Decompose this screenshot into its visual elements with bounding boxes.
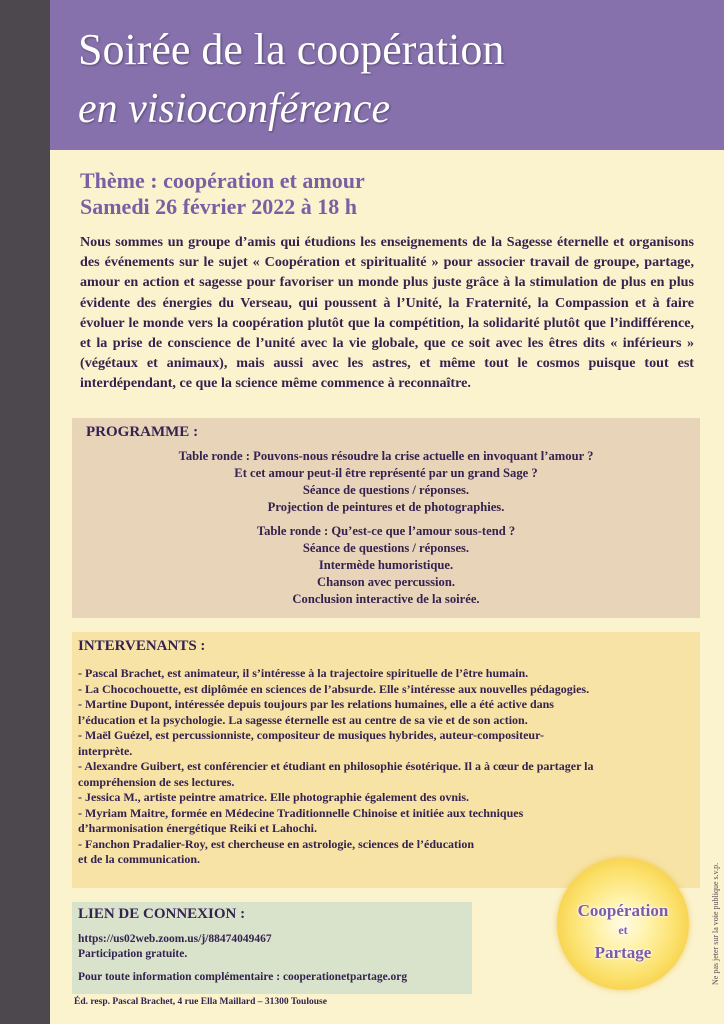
header-banner: [50, 0, 724, 150]
intro-paragraph: Nous sommes un groupe d’amis qui étudions les enseignements de la Sagesse éternelle et organisons des événements sur le sujet « Coopération et spiritualité » pour associer travail de groupe, partage, amour en action et sagesse pour favoriser un monde plus juste grâce à la stimulation de plus en plus évidente des énergies du Verseau, qui poussent à l’Unité, la Fraternité, la Compassion et à faire évoluer le monde vers la coopération plutôt que la compétition, la solidarité plutôt que l’indifférence, et la prise de conscience de l’unité avec la vie globale, que ce soit avec les êtres dits « inférieurs » (végétaux et animaux), mais aussi avec les astres, et même tout le cosmos puisque tout est interdépendant, ce que la science même commence à reconnaître.: [80, 234, 694, 392]
intervenant-line: interprète.: [78, 743, 133, 758]
intervenant-line: compréhension de ses lectures.: [78, 774, 235, 789]
page-title: Soirée de la coopération: [78, 25, 505, 74]
programme-box: [72, 418, 700, 618]
programme-title: PROGRAMME :: [86, 424, 199, 440]
intervenant-line: - Maël Guézel, est percussionniste, compositeur de musiques hybrides, auteur-compositeur-: [78, 728, 544, 742]
intervenant-line: - Fanchon Pradalier-Roy, est chercheuse en astrologie, sciences de l’éducation: [78, 836, 475, 851]
intervenant-line: - Martine Dupont, intéressée depuis toujours par les relations humaines, elle a été active dans: [78, 697, 554, 711]
zoom-link[interactable]: https://us02web.zoom.us/j/88474049467: [78, 933, 272, 945]
vertical-note: Ne pas jeter sur la voie publique s.v.p.: [711, 862, 720, 985]
theme-block: [80, 168, 365, 220]
programme-item: Séance de questions / réponses.: [302, 483, 470, 497]
intervenant-line: - Jessica M., artiste peintre amatrice. Elle photographie également des ovnis.: [78, 790, 470, 804]
intervenant-line: et de la communication.: [78, 852, 200, 866]
intervenant-line: - La Chocochouette, est diplômée en sciences de l’absurde. Elle s’intéresse aux nouvelles pédagogies.: [78, 681, 590, 696]
theme-line: Thème : coopération et amour: [80, 168, 365, 193]
programme-item: Séance de questions / réponses.: [302, 541, 470, 555]
intervenant-line: l’éducation et la psychologie. La sagesse éternelle est au centre de sa vie et de son action.: [78, 712, 528, 727]
page-subtitle: en visioconférence: [78, 86, 391, 132]
programme-item: Table ronde : Pouvons-nous résoudre la crise actuelle en invoquant l’amour ?: [178, 449, 594, 463]
programme-item: Et cet amour peut-il être représenté par un grand Sage ?: [234, 466, 538, 480]
programme-list: [72, 448, 700, 608]
intervenant-line: d’harmonisation énergétique Reiki et Lahochi.: [78, 821, 317, 835]
programme-item: Projection de peintures et de photographies.: [267, 500, 505, 514]
intervenants-box: [72, 632, 700, 888]
logo-text-line: Coopération: [577, 901, 669, 920]
programme-item: Conclusion interactive de la soirée.: [292, 592, 480, 606]
intervenants-list: [78, 666, 696, 868]
logo-text-line: et: [618, 923, 628, 937]
side-bar: [0, 0, 50, 1024]
free-participation: Participation gratuite.: [78, 948, 188, 960]
intervenant-line: - Alexandre Guibert, est conférencier et étudiant en philosophie ésotérique. Il a à cœur de partager la: [78, 759, 594, 773]
programme-item: Table ronde : Qu’est-ce que l’amour sous-tend ?: [256, 524, 516, 538]
connection-title: LIEN DE CONNEXION :: [78, 906, 246, 922]
date-line: Samedi 26 février 2022 à 18 h: [80, 194, 358, 219]
editor-line: Éd. resp. Pascal Brachet, 4 rue Ella Maillard – 31300 Toulouse: [74, 997, 327, 1007]
programme-item: Intermède humoristique.: [318, 558, 454, 572]
cooperation-partage-logo: [557, 858, 689, 990]
intervenants-title: INTERVENANTS :: [78, 638, 206, 654]
intervenant-line: - Pascal Brachet, est animateur, il s’intéresse à la trajectoire spirituelle de l’être humain.: [78, 666, 529, 680]
info-line: Pour toute information complémentaire : cooperationetpartage.org: [78, 971, 408, 983]
programme-item: Chanson avec percussion.: [317, 575, 455, 589]
logo-text-line: Partage: [594, 943, 652, 962]
connection-box: [72, 902, 472, 994]
connection-details: [78, 932, 407, 985]
intervenant-line: - Myriam Maitre, formée en Médecine Traditionnelle Chinoise et initiée aux techniques: [78, 805, 524, 820]
